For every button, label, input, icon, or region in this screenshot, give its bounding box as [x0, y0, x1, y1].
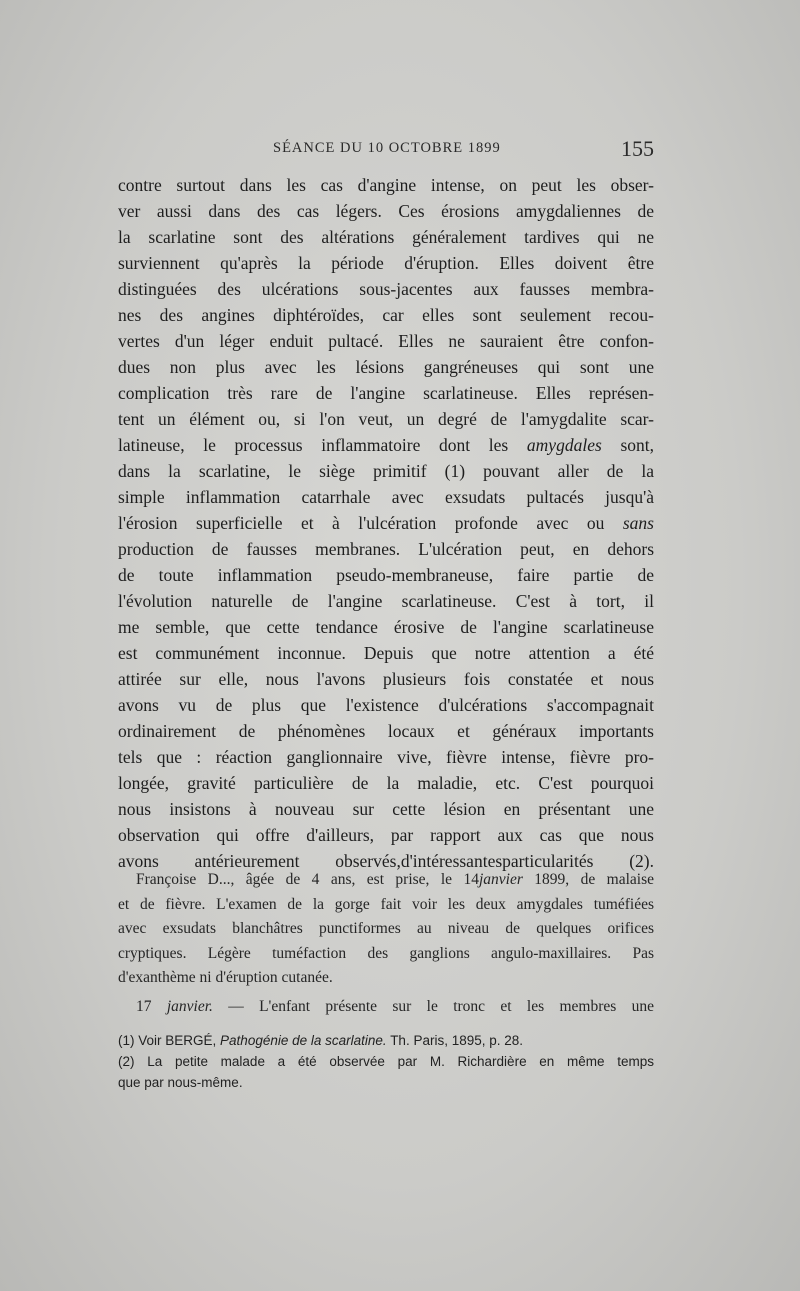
text-line: distinguées des ulcérations sous-jacentes aux fausses membra-: [118, 279, 654, 299]
page-number: 155: [621, 136, 654, 161]
text-segment: 1899, de malaise: [534, 871, 654, 888]
text-line: tels que : réaction ganglionnaire vive, fièvre intense, fièvre pro-: [118, 747, 654, 767]
text-line: nous insistons à nouveau sur cette lésion en présentant une: [118, 799, 654, 819]
text-line: [118, 432, 654, 458]
footnote-1: [118, 1030, 654, 1051]
case-line: [118, 868, 654, 893]
italic-term: sans: [622, 513, 654, 533]
italic-term: Pathogénie de la scarlatine.: [220, 1033, 387, 1048]
text-segment: Françoise D..., âgée de 4 ans, est prise, le 14: [136, 871, 479, 888]
text-line: ver aussi dans des cas légers. Ces érosions amygdaliennes de: [118, 201, 654, 221]
text-line: longée, gravité particulière de la maladie, etc. C'est pourquoi: [118, 773, 654, 793]
text-line: contre surtout dans les cas d'angine intense, on peut les obser-: [118, 175, 654, 195]
text-line: simple inflammation catarrhale avec exsudats pultacés jusqu'à: [118, 487, 654, 507]
text-line: de toute inflammation pseudo-membraneuse, faire partie de: [118, 565, 654, 585]
footnote-2: (2) La petite malade a été observée par M. Richardière en même temps: [118, 1054, 654, 1069]
text-line: complication très rare de l'angine scarlatineuse. Elles représen-: [118, 383, 654, 403]
footnote-2-cont: que par nous-même.: [118, 1075, 243, 1090]
text-segment: (1) Voir BERGÉ,: [118, 1033, 217, 1048]
italic-term: amygdales: [526, 435, 602, 455]
text-line: attirée sur elle, nous l'avons plusieurs fois constatée et nous: [118, 669, 654, 689]
italic-term: janvier: [478, 871, 523, 888]
text-line: tent un élément ou, si l'on veut, un degré de l'amygdalite scar-: [118, 409, 654, 429]
italic-term: janvier.: [166, 997, 213, 1015]
footnotes: [118, 1030, 654, 1093]
text-line: surviennent qu'après la période d'éruption. Elles doivent être: [118, 253, 654, 273]
case-line: avec exsudats blanchâtres punctiformes au niveau de quelques orifices: [118, 920, 654, 937]
case-line: et de fièvre. L'examen de la gorge fait voir les deux amygdales tuméfiées: [118, 895, 654, 913]
text-line: vertes d'un léger enduit pultacé. Elles ne sauraient être confon-: [118, 331, 654, 351]
text-line: ordinairement de phénomènes locaux et généraux importants: [118, 721, 654, 741]
text-line: me semble, que cette tendance érosive de l'angine scarlatineuse: [118, 617, 654, 637]
text-line: l'évolution naturelle de l'angine scarlatineuse. C'est à tort, il: [118, 591, 654, 611]
case-report: [118, 868, 654, 1019]
case-line: cryptiques. Légère tuméfaction des ganglions angulo-maxillaires. Pas: [118, 944, 654, 962]
text-line: production de fausses membranes. L'ulcération peut, en dehors: [118, 539, 654, 559]
text-line: est communément inconnue. Depuis que notre attention a été: [118, 643, 654, 663]
page-header: [118, 136, 654, 162]
text-segment: sont,: [620, 435, 654, 455]
text-line: avons antérieurement observés,d'intéressantesparticularités (2).: [118, 851, 654, 871]
text-segment: — L'enfant présente sur le tronc et les membres une: [228, 997, 654, 1015]
text-line: dues non plus avec les lésions gangréneuses qui sont une: [118, 357, 654, 377]
text-line: dans la scarlatine, le siège primitif (1) pouvant aller de la: [118, 461, 654, 481]
text-line: nes des angines diphtéroïdes, car elles sont seulement recou-: [118, 305, 654, 325]
text-line: la scarlatine sont des altérations généralement tardives qui ne: [118, 227, 654, 247]
case-line: d'exanthème ni d'éruption cutanée.: [118, 969, 333, 986]
text-line: [118, 510, 654, 536]
text-line: observation qui offre d'ailleurs, par rapport aux cas que nous: [118, 825, 654, 845]
text-segment: 17: [136, 997, 152, 1015]
main-text: [118, 172, 654, 874]
running-head: SÉANCE DU 10 OCTOBRE 1899: [273, 140, 501, 156]
text-segment: Th. Paris, 1895, p. 28.: [390, 1033, 524, 1048]
text-segment: l'érosion superficielle et à l'ulcération profonde avec ou: [118, 513, 605, 533]
case-line: [118, 995, 654, 1020]
text-segment: latineuse, le processus inflammatoire dont les: [118, 435, 509, 455]
text-line: avons vu de plus que l'existence d'ulcérations s'accompagnait: [118, 695, 654, 715]
